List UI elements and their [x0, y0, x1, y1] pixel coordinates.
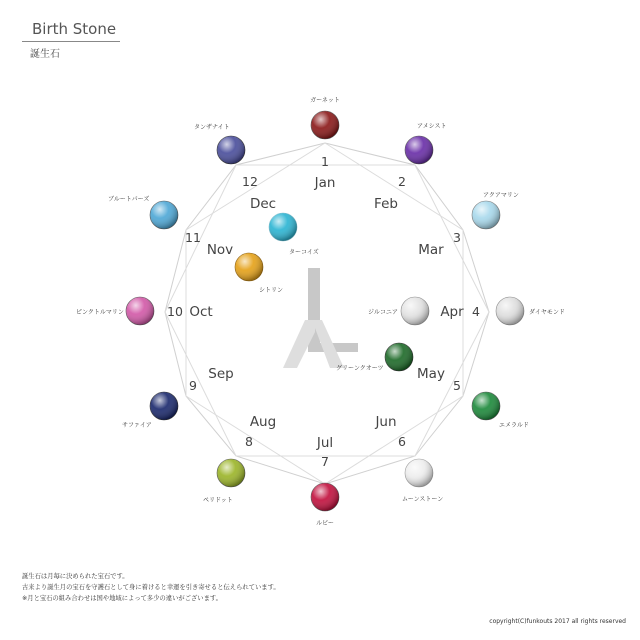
- month-11: [185, 230, 233, 258]
- month-4: [440, 304, 480, 320]
- gem-label: ジルコニア: [368, 309, 398, 316]
- month-abbr: Feb: [374, 196, 398, 212]
- gem-label: タンザナイト: [194, 124, 230, 131]
- month-number: 4: [472, 304, 480, 319]
- gem-label: エメラルド: [499, 422, 529, 429]
- month-abbr: Nov: [206, 242, 234, 258]
- gem-label: ダイヤモンド: [529, 309, 565, 316]
- month-abbr: Jan: [314, 175, 336, 191]
- month-number: 1: [321, 154, 329, 169]
- gem-peridot: [203, 459, 245, 504]
- gem-label: ムーンストーン: [402, 496, 444, 503]
- gem-label: ターコイズ: [289, 249, 319, 256]
- brand-logo: [283, 268, 358, 368]
- month-abbr: Jun: [375, 414, 397, 430]
- gem-label: シトリン: [259, 287, 284, 294]
- month-7: [316, 435, 333, 469]
- month-6: [374, 414, 406, 449]
- gem-sapphire: [122, 392, 178, 429]
- gem-blue-topaz: [108, 195, 178, 229]
- month-number: 9: [189, 378, 197, 393]
- gem-garnet: [310, 96, 340, 139]
- month-5: [417, 366, 461, 393]
- month-number: 5: [453, 378, 461, 393]
- month-10: [167, 304, 213, 320]
- month-3: [418, 230, 461, 258]
- gem-zircon: [368, 297, 429, 325]
- footer-notes: [22, 571, 322, 605]
- month-12: [242, 174, 276, 212]
- gem-turquoise: [269, 213, 319, 256]
- footer-line: 誕生石は月毎に決められた宝石です。: [22, 573, 129, 580]
- month-number: 10: [167, 304, 183, 319]
- month-number: 11: [185, 230, 201, 245]
- gem-moonstone: [402, 459, 443, 503]
- page-subtitle: 誕生石: [30, 49, 60, 60]
- gem-label: サファイア: [122, 422, 152, 429]
- month-number: 7: [321, 454, 329, 469]
- footer-line: ※月と宝石の組み合わせは国や地域によって多少の違いがございます。: [22, 595, 222, 603]
- footer-line: 古来より誕生月の宝石を守護石として身に着けると幸運を引き寄せると伝えられています。: [22, 584, 280, 592]
- gem-aquamarine: [472, 192, 519, 229]
- gem-citrine: [235, 253, 283, 294]
- gem-emerald: [472, 392, 529, 429]
- gem-label: アメシスト: [417, 123, 447, 130]
- gem-label: ガーネット: [310, 97, 340, 104]
- gem-pink-tourmaline: [76, 297, 154, 325]
- month-9: [189, 366, 234, 393]
- month-number: 12: [242, 174, 258, 189]
- month-abbr: Oct: [189, 304, 213, 320]
- gem-ruby: [311, 483, 339, 527]
- month-2: [374, 174, 406, 212]
- gem-label: ピンクトルマリン: [76, 309, 124, 316]
- month-abbr: Aug: [249, 414, 277, 430]
- gem-label: ブルートパーズ: [108, 196, 150, 203]
- month-1: [314, 154, 336, 191]
- month-abbr: Dec: [249, 196, 277, 212]
- page-title: Birth Stone: [32, 20, 117, 38]
- month-abbr: May: [417, 366, 445, 382]
- month-number: 3: [453, 230, 461, 245]
- gem-tanzanite: [194, 123, 245, 164]
- copyright-text: copyright(C)funkouts 2017 all rights reserved: [489, 618, 626, 625]
- month-number: 6: [398, 434, 406, 449]
- gem-label: アクアマリン: [483, 192, 519, 199]
- month-abbr: Jul: [316, 435, 334, 451]
- gem-label: ルビー: [316, 520, 334, 527]
- month-number: 2: [398, 174, 406, 189]
- month-abbr: Apr: [440, 304, 464, 320]
- month-abbr: Mar: [418, 242, 444, 258]
- month-number: 8: [245, 434, 253, 449]
- gem-label: ペリドット: [203, 497, 233, 504]
- gem-amethyst: [405, 123, 446, 164]
- month-abbr: Sep: [208, 366, 234, 382]
- gem-label: グリーンクオーツ: [336, 365, 384, 372]
- gem-diamond: [496, 297, 565, 325]
